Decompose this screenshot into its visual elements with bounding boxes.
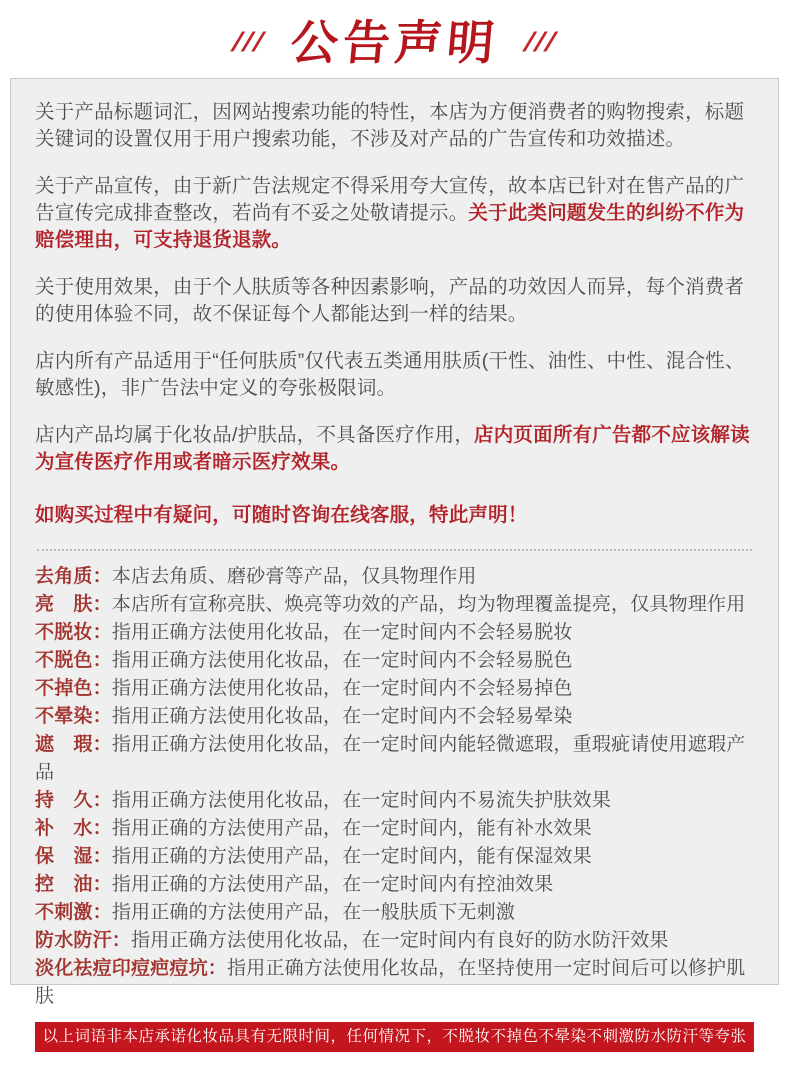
glossary-term: 去角质： bbox=[35, 566, 112, 587]
paragraph-emphasis: 如购买过程中有疑问，可随时咨询在线客服，特此声明！ bbox=[35, 504, 528, 526]
glossary-term: 不脱妆： bbox=[35, 622, 112, 643]
glossary-term: 不刺激： bbox=[35, 902, 112, 923]
glossary-term: 保 湿： bbox=[35, 846, 112, 867]
glossary-row-no-makeup-fade bbox=[35, 619, 754, 647]
notice-paragraph-medical bbox=[35, 422, 754, 476]
title-decor-slashes-right: /// bbox=[521, 26, 560, 57]
glossary-definition: 指用正确方法使用化妆品，在一定时间内不易流失护肤效果 bbox=[111, 790, 612, 811]
glossary-definition: 指用正确方法使用化妆品，在一定时间内有良好的防水防汗效果 bbox=[131, 930, 669, 951]
glossary-definition: 指用正确的方法使用产品，在一定时间内，能有保湿效果 bbox=[111, 846, 592, 867]
glossary-row-hydrating bbox=[35, 815, 754, 843]
glossary-term: 不晕染： bbox=[35, 706, 112, 727]
disclaimer-banner: 以上词语非本店承诺化妆品具有无限时间，任何情况下，不脱妆不掉色不晕染不刺激防水防汗等夸张宣传 bbox=[35, 1022, 754, 1052]
glossary-row-no-smudge bbox=[35, 703, 754, 731]
notice-paragraph-skin-types bbox=[35, 348, 754, 402]
title-decor-slashes-left: /// bbox=[230, 26, 269, 57]
glossary-row-brighten bbox=[35, 591, 754, 619]
glossary-definition: 指用正确的方法使用产品，在一定时间内，能有补水效果 bbox=[111, 818, 592, 839]
glossary-definition: 指用正确方法使用化妆品，在一定时间内不会轻易晕染 bbox=[111, 706, 573, 727]
glossary-definition: 指用正确方法使用化妆品，在一定时间内不会轻易脱妆 bbox=[111, 622, 573, 643]
glossary-definition: 本店去角质、磨砂膏等产品，仅具物理作用 bbox=[111, 566, 477, 587]
glossary-row-no-color-loss bbox=[35, 675, 754, 703]
glossary-row-long-lasting bbox=[35, 787, 754, 815]
glossary-term: 亮 肤： bbox=[35, 594, 112, 615]
glossary-row-non-irritating bbox=[35, 899, 754, 927]
paragraph-text: 关于产品宣传，由于新广告法规定不得采用夸大宣传，故本店已针对在售产品的广告宣传完成排查整改，若尚有不妥之处敬请提示。 bbox=[35, 175, 745, 224]
paragraph-text: 店内产品均属于化妆品/护肤品，不具备医疗作用， bbox=[35, 424, 475, 446]
notice-panel bbox=[10, 78, 779, 1075]
glossary-row-moisturizing bbox=[35, 843, 754, 871]
page-title: 公告声明 bbox=[288, 15, 502, 69]
glossary-term: 补 水： bbox=[35, 818, 112, 839]
glossary-row-concealer bbox=[35, 731, 754, 787]
paragraph-emphasis: 店内页面所有广告都不应该解读为宣传医疗作用或者暗示医疗效果。 bbox=[35, 424, 750, 473]
notice-paragraph-advertising bbox=[35, 173, 754, 254]
glossary-term: 防水防汗： bbox=[35, 930, 132, 951]
glossary-term: 持 久： bbox=[35, 790, 112, 811]
glossary-definition: 指用正确方法使用化妆品，在一定时间内不会轻易脱色 bbox=[111, 650, 573, 671]
glossary-definition: 指用正确方法使用化妆品，在坚持使用一定时间后可以修护肌肤 bbox=[35, 958, 746, 1007]
page-header bbox=[0, 0, 790, 78]
glossary-definition: 指用正确的方法使用产品，在一定时间内有控油效果 bbox=[111, 874, 554, 895]
glossary-row-acne-marks bbox=[35, 955, 754, 1011]
paragraph-text: 店内所有产品适用于“任何肤质”仅代表五类通用肤质(干性、油性、中性、混合性、敏感性)，非广告法中定义的夸张极限词。 bbox=[35, 350, 745, 399]
glossary-row-waterproof bbox=[35, 927, 754, 955]
notice-paragraph-contact bbox=[35, 502, 754, 529]
notice-paragraph-effects bbox=[35, 274, 754, 328]
glossary-definition: 本店所有宣称亮肤、焕亮等功效的产品，均为物理覆盖提亮，仅具物理作用 bbox=[111, 594, 746, 615]
paragraph-text: 关于使用效果，由于个人肤质等各种因素影响，产品的功效因人而异，每个消费者的使用体验不同，故不保证每个人都能达到一样的结果。 bbox=[35, 276, 745, 325]
dotted-divider bbox=[37, 549, 752, 551]
glossary-row-exfoliate bbox=[35, 563, 754, 591]
glossary-term: 控 油： bbox=[35, 874, 112, 895]
paragraph-text: 关于产品标题词汇，因网站搜索功能的特性，本店为方便消费者的购物搜索，标题关键词的设置仅用于用户搜索功能，不涉及对产品的广告宣传和功效描述。 bbox=[35, 101, 745, 150]
glossary-definition: 指用正确方法使用化妆品，在一定时间内能轻微遮瑕，重瑕疵请使用遮瑕产品 bbox=[35, 734, 746, 783]
notice-paragraph-titles bbox=[35, 99, 754, 153]
glossary-term: 不脱色： bbox=[35, 650, 112, 671]
glossary-section bbox=[35, 563, 754, 1011]
glossary-row-oil-control bbox=[35, 871, 754, 899]
glossary-term: 遮 瑕： bbox=[35, 734, 112, 755]
glossary-term: 淡化祛痘印痘疤痘坑： bbox=[35, 958, 228, 979]
glossary-term: 不掉色： bbox=[35, 678, 112, 699]
glossary-row-no-color-fade bbox=[35, 647, 754, 675]
notice-section bbox=[35, 99, 754, 529]
glossary-definition: 指用正确方法使用化妆品，在一定时间内不会轻易掉色 bbox=[111, 678, 573, 699]
paragraph-emphasis: 关于此类问题发生的纠纷不作为赔偿理由，可支持退货退款。 bbox=[35, 202, 745, 251]
glossary-definition: 指用正确的方法使用产品，在一般肤质下无刺激 bbox=[111, 902, 516, 923]
